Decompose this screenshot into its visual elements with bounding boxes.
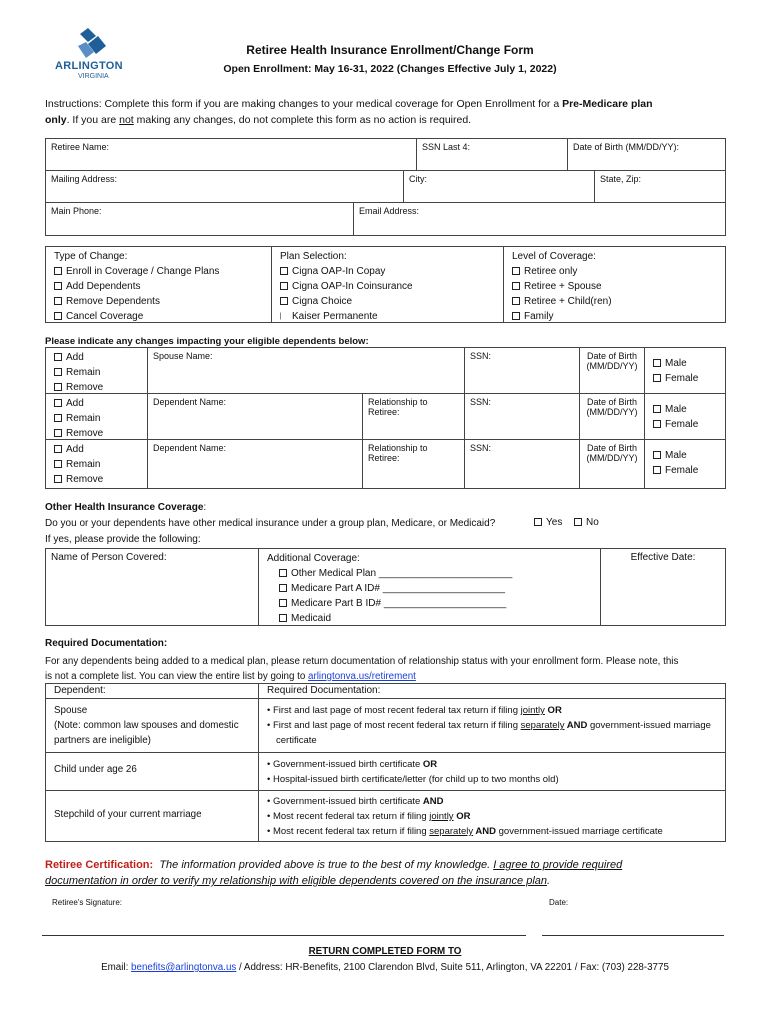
- level-of-coverage-section: Level of Coverage: Retiree only Retiree + Spouse Retiree + Child(ren) Family: [503, 246, 726, 323]
- dependent2-gender-cell: [644, 439, 726, 489]
- dependent2-relationship-field[interactable]: Relationship to Retiree:: [362, 439, 465, 489]
- return-heading: RETURN COMPLETED FORM TO: [308, 946, 462, 957]
- dependent1-name-field[interactable]: Dependent Name:: [147, 393, 363, 440]
- spouse-action-cell: [45, 347, 148, 394]
- docs-col-required: Required Documentation:: [258, 683, 726, 699]
- level-retiree-only-checkbox[interactable]: Retiree only: [512, 264, 717, 279]
- plan-cigna-choice-checkbox[interactable]: Cigna Choice: [280, 294, 495, 309]
- required-docs-heading: Required Documentation:: [45, 638, 168, 649]
- medicaid-checkbox[interactable]: Medicaid: [267, 611, 592, 626]
- spouse-add-checkbox[interactable]: Add: [54, 350, 139, 365]
- medicare-part-a-checkbox[interactable]: Medicare Part A ID# ______________________: [267, 581, 592, 596]
- docs-col-dependent: Dependent:: [45, 683, 259, 699]
- dependent2-ssn-field[interactable]: SSN:: [464, 439, 580, 489]
- date-label: Date:: [549, 898, 569, 907]
- effective-date-field[interactable]: Effective Date:: [600, 548, 726, 626]
- plan-selection-section: Plan Selection: Cigna OAP-In Copay Cigna OAP-In Coinsurance Cigna Choice Kaiser Permanente: [271, 246, 504, 323]
- plan-kaiser-checkbox[interactable]: Kaiser Permanente: [280, 309, 495, 324]
- additional-coverage-cell: Additional Coverage: Other Medical Plan ________________________ Medicare Part A ID# ______________________ Medicare Part B ID# ______________________ Medicaid: [258, 548, 601, 626]
- dependent1-gender-cell: [644, 393, 726, 440]
- dependent1-remain-checkbox[interactable]: Remain: [54, 411, 139, 426]
- spouse-male-checkbox[interactable]: Male: [653, 356, 717, 371]
- docs-child-cell: Child under age 26: [45, 752, 259, 791]
- other-coverage-heading: Other Health Insurance Coverage:: [45, 502, 207, 513]
- retirement-link[interactable]: arlingtonva.us/retirement: [308, 671, 416, 682]
- docs-stepchild-cell: Stepchild of your current marriage: [45, 790, 259, 842]
- retiree-dob-field[interactable]: Date of Birth (MM/DD/YY):: [567, 138, 726, 171]
- plan-cigna-copay-checkbox[interactable]: Cigna OAP-In Copay: [280, 264, 495, 279]
- other-coverage-no-checkbox[interactable]: No: [574, 515, 599, 530]
- dependent1-ssn-field[interactable]: SSN:: [464, 393, 580, 440]
- dependent1-add-checkbox[interactable]: Add: [54, 396, 139, 411]
- level-family-checkbox[interactable]: Family: [512, 309, 717, 324]
- logo-text-arlington: ARLINGTON: [55, 60, 123, 72]
- email-address-field[interactable]: Email Address:: [353, 202, 726, 236]
- dependent1-remove-checkbox[interactable]: Remove: [54, 426, 139, 441]
- dependent2-female-checkbox[interactable]: Female: [653, 463, 717, 478]
- docs-spouse-cell: Spouse (Note: common law spouses and domestic partners are ineligible): [45, 698, 259, 753]
- certification-label: Retiree Certification:: [45, 859, 154, 871]
- dependent2-dob-field[interactable]: Date of Birth (MM/DD/YY): [579, 439, 645, 489]
- retiree-name-field[interactable]: Retiree Name:: [45, 138, 417, 171]
- required-docs-text: For any dependents being added to a medical plan, please return documentation of relationship status with your enrollment form. Please note, this is not a complete list. You can view the entire list by going to arlingtonva.us/retirement: [45, 656, 679, 682]
- docs-child-required: • Government-issued birth certificate OR • Hospital-issued birth certificate/letter (for child up to two months old): [258, 752, 726, 791]
- instructions: Instructions: Complete this form if you are making changes to your medical coverage for Open Enrollment for a Pre-Medicare plan only. If you are not making any changes, do not complete this form as no action is required.: [45, 98, 653, 126]
- dependent2-remain-checkbox[interactable]: Remain: [54, 457, 139, 472]
- spouse-name-field[interactable]: Spouse Name:: [147, 347, 465, 394]
- date-line[interactable]: [542, 935, 724, 936]
- level-retiree-spouse-checkbox[interactable]: Retiree + Spouse: [512, 279, 717, 294]
- logo-diamond-icon: [50, 28, 128, 64]
- mailing-address-field[interactable]: Mailing Address:: [45, 170, 404, 203]
- spouse-remove-checkbox[interactable]: Remove: [54, 380, 139, 395]
- signature-label: Retiree's Signature:: [52, 898, 123, 907]
- medicare-part-b-checkbox[interactable]: Medicare Part B ID# ______________________: [267, 596, 592, 611]
- signature-line[interactable]: [42, 935, 526, 936]
- docs-stepchild-required: • Government-issued birth certificate AND • Most recent federal tax return if filing jointly OR • Most recent federal tax return if filing separately AND government-issued marriage certificate: [258, 790, 726, 842]
- dependent1-dob-field[interactable]: Date of Birth (MM/DD/YY): [579, 393, 645, 440]
- benefits-email-link[interactable]: benefits@arlingtonva.us: [131, 962, 237, 973]
- dependents-heading: Please indicate any changes impacting your eligible dependents below:: [45, 336, 369, 347]
- arlington-logo: [50, 28, 128, 88]
- plan-cigna-coinsurance-checkbox[interactable]: Cigna OAP-In Coinsurance: [280, 279, 495, 294]
- form-subtitle: Open Enrollment: May 16-31, 2022 (Changes Effective July 1, 2022): [223, 63, 557, 75]
- other-medical-plan-checkbox[interactable]: Other Medical Plan ________________________: [267, 566, 592, 581]
- dependent1-male-checkbox[interactable]: Male: [653, 402, 717, 417]
- dependent2-remove-checkbox[interactable]: Remove: [54, 472, 139, 487]
- add-dependents-checkbox[interactable]: Add Dependents: [54, 279, 263, 294]
- dependent2-action-cell: [45, 439, 148, 489]
- spouse-dob-field[interactable]: Date of Birth (MM/DD/YY): [579, 347, 645, 394]
- dependent1-female-checkbox[interactable]: Female: [653, 417, 717, 432]
- footer-contact: Email: benefits@arlingtonva.us / Address: HR-Benefits, 2100 Clarendon Blvd, Suite 511, Arlington, VA 22201 / Fax: (703) 228-3775: [101, 962, 669, 973]
- other-coverage-question: Do you or your dependents have other medical insurance under a group plan, Medicare, or Medicaid?: [45, 518, 496, 529]
- dependent2-name-field[interactable]: Dependent Name:: [147, 439, 363, 489]
- ssn-last4-field[interactable]: SSN Last 4:: [416, 138, 568, 171]
- main-phone-field[interactable]: Main Phone:: [45, 202, 354, 236]
- dependent2-male-checkbox[interactable]: Male: [653, 448, 717, 463]
- other-coverage-yes-checkbox[interactable]: Yes: [534, 515, 562, 530]
- cancel-coverage-checkbox[interactable]: Cancel Coverage: [54, 309, 263, 324]
- spouse-remain-checkbox[interactable]: Remain: [54, 365, 139, 380]
- state-zip-field[interactable]: State, Zip:: [594, 170, 726, 203]
- other-coverage-if-yes: If yes, please provide the following:: [45, 534, 201, 545]
- form-title: Retiree Health Insurance Enrollment/Change Form: [246, 43, 534, 57]
- docs-spouse-required: • First and last page of most recent federal tax return if filing jointly OR • First and last page of most recent federal tax return if filing separately AND government-issued marriage certificate: [258, 698, 726, 753]
- level-retiree-children-checkbox[interactable]: Retiree + Child(ren): [512, 294, 717, 309]
- logo-text-virginia: VIRGINIA: [78, 73, 109, 80]
- dependent1-relationship-field[interactable]: Relationship to Retiree:: [362, 393, 465, 440]
- spouse-gender-cell: [644, 347, 726, 394]
- retiree-certification: Retiree Certification: The information provided above is true to the best of my knowledge. I agree to provide required documentation in order to verify my relationship with eligible dependents covered on the insurance plan.: [45, 859, 623, 887]
- remove-dependents-checkbox[interactable]: Remove Dependents: [54, 294, 263, 309]
- city-field[interactable]: City:: [403, 170, 595, 203]
- type-of-change-section: Type of Change: Enroll in Coverage / Change Plans Add Dependents Remove Dependents Cancel Coverage: [45, 246, 272, 323]
- person-covered-field[interactable]: Name of Person Covered:: [45, 548, 259, 626]
- dependent1-action-cell: [45, 393, 148, 440]
- dependent2-add-checkbox[interactable]: Add: [54, 442, 139, 457]
- spouse-female-checkbox[interactable]: Female: [653, 371, 717, 386]
- spouse-ssn-field[interactable]: SSN:: [464, 347, 580, 394]
- enroll-change-checkbox[interactable]: Enroll in Coverage / Change Plans: [54, 264, 263, 279]
